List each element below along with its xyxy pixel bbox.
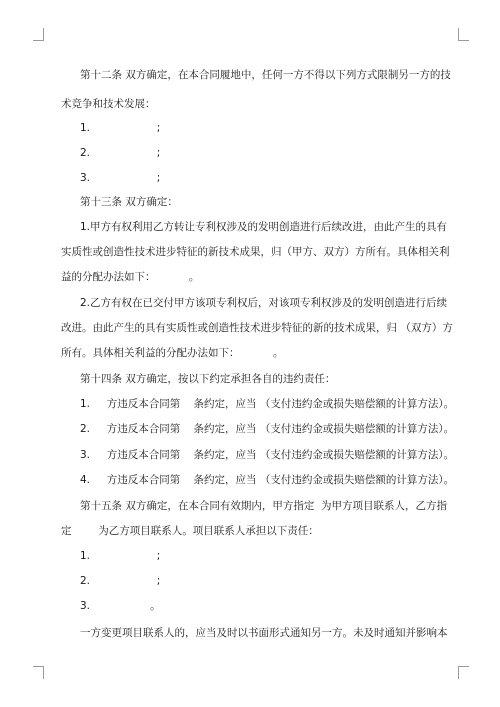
article-14-item-2: 2. 方违反本合同第 条约定，应当 （支付违约金或损失赔偿额的计算方法）。: [80, 423, 455, 435]
article-15-item-2: 2. ;: [80, 575, 161, 587]
article-12-line-1: 第十二条 双方确定，在本合同履地中，任何一方不得以下列方式限制另一方的技: [80, 69, 451, 81]
article-15-item-3: 3. 。: [80, 600, 161, 612]
crop-mark-bottom-right: [458, 666, 469, 679]
article-13-para-1-line-3: 益的分配办法如下： 。: [61, 271, 200, 283]
article-15-line-1: 第十五条 双方确定，在本合同有效期内，甲方指定 为甲方项目联系人，乙方指: [80, 500, 448, 512]
article-15-line-2: 定 为乙方项目联系人。项目联系人承担以下责任：: [61, 525, 319, 537]
article-15-item-1: 1. ;: [80, 550, 161, 562]
article-15-closing-line: 一方变更项目联系人的，应当及时以书面形式通知另一方。未及时通知并影响本: [80, 627, 448, 639]
article-13-para-2-line-2: 改进。由此产生的具有实质性或创造性技术进步特征的新的技术成果，归 （双方）方: [61, 322, 453, 334]
article-12-item-1: 1. ;: [80, 122, 161, 134]
article-12-line-2: 术竞争和技术发展：: [61, 98, 156, 110]
crop-mark-top-left: [33, 28, 44, 41]
article-14-heading: 第十四条 双方确定，按以下约定承担各自的违约责任：: [80, 373, 336, 385]
article-13-para-2-line-1: 2.乙方有权在已交付甲方该项专利权后，对该项专利权涉及的发明创造进行后续: [80, 297, 448, 309]
crop-mark-top-right: [458, 28, 469, 41]
article-14-item-3: 3. 方违反本合同第 条约定，应当 （支付违约金或损失赔偿额的计算方法）。: [80, 449, 455, 461]
article-13-para-1-line-1: 1.甲方有权利用乙方转让专利权涉及的发明创造进行后续改进，由此产生的具有: [80, 221, 448, 233]
article-13-para-1-line-2: 实质性或创造性技术进步特征的新技术成果，归（甲方、双方）方所有。具体相关利: [61, 246, 450, 258]
article-14-item-4: 4. 方违反本合同第 条约定，应当 （支付违约金或损失赔偿额的计算方法）。: [80, 474, 455, 486]
article-14-item-1: 1. 方违反本合同第 条约定，应当 （支付违约金或损失赔偿额的计算方法）。: [80, 398, 455, 410]
article-13-para-2-line-3: 所有。具体相关利益的分配办法如下： 。: [61, 347, 284, 359]
article-13-heading: 第十三条 双方确定：: [80, 196, 178, 208]
article-12-item-3: 3. ;: [80, 172, 161, 184]
crop-mark-bottom-left: [33, 666, 44, 679]
article-12-item-2: 2. ;: [80, 147, 161, 159]
